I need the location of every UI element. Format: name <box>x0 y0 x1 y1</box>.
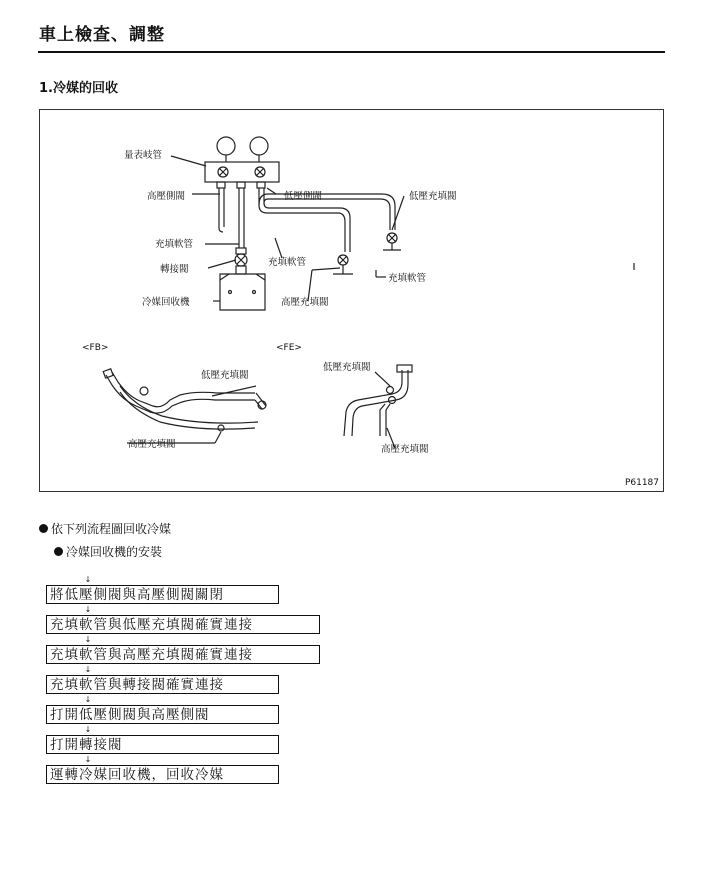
flow-arrow: ↓ <box>84 725 92 734</box>
bullet-sub <box>54 543 162 560</box>
refrigerant-recovery-figure <box>39 109 664 492</box>
header-rule <box>38 51 665 53</box>
flow-arrow: ↓ <box>84 695 92 704</box>
label-fb-low: 低壓充填閥 <box>201 370 249 381</box>
label-fe-high: 高壓充填閥 <box>381 444 429 455</box>
label-fb-high: 高壓充填閥 <box>128 439 176 450</box>
flow-step-1: 將低壓側閥與高壓側閥關閉 <box>46 585 279 604</box>
label-adapter-valve: 轉接閥 <box>160 264 189 275</box>
label-high-side-valve: 高壓側閥 <box>147 191 186 202</box>
bullet-main-text: 依下列流程圖回收冷媒 <box>51 522 172 536</box>
label-charge-hose-mid: 充填軟管 <box>268 257 307 268</box>
flow-step-6: 打開轉接閥 <box>46 735 279 754</box>
bullet-dot <box>54 547 63 556</box>
label-fb-tag: <FB> <box>82 343 109 353</box>
label-recovery-machine: 冷媒回收機 <box>142 297 190 308</box>
label-low-side-valve: 低壓側閥 <box>284 191 323 202</box>
flow-arrow: ↓ <box>84 755 92 764</box>
figure-code: P61187 <box>624 478 659 488</box>
label-fe-tag: <FE> <box>276 343 302 353</box>
high-gauge <box>250 137 268 155</box>
label-charge-hose-right: 充填軟管 <box>388 273 427 284</box>
low-gauge <box>217 137 235 155</box>
label-high-charge-valve: 高壓充填閥 <box>281 297 329 308</box>
flow-step-2: 充填軟管與低壓充填閥確實連接 <box>46 615 320 634</box>
section-title: 1.冷媒的回收 <box>39 81 118 96</box>
label-gauge-manifold: 量表岐管 <box>124 150 163 161</box>
flow-arrow: ↓ <box>84 605 92 614</box>
flow-step-3: 充填軟管與高壓充填閥確實連接 <box>46 645 320 664</box>
page-header-title: 車上檢查、調整 <box>39 25 165 45</box>
flow-step-4: 充填軟管與轉接閥確實連接 <box>46 675 279 694</box>
label-low-charge-valve: 低壓充填閥 <box>409 191 457 202</box>
flow-arrow: ↓ <box>84 575 92 584</box>
flow-step-5: 打開低壓側閥與高壓側閥 <box>46 705 279 724</box>
manifold-body <box>205 162 279 182</box>
flow-arrow: ↓ <box>84 635 92 644</box>
label-charge-hose-left: 充填軟管 <box>155 239 194 250</box>
bullet-main <box>39 520 171 537</box>
flow-arrow: ↓ <box>84 665 92 674</box>
label-fe-low: 低壓充填閥 <box>323 362 371 373</box>
bullet-dot <box>39 524 48 533</box>
figure-drawing <box>40 110 665 493</box>
flow-step-7: 運轉冷媒回收機，回收冷媒 <box>46 765 279 784</box>
flowchart <box>46 574 326 784</box>
bullet-sub-text: 冷媒回收機的安裝 <box>66 545 163 559</box>
